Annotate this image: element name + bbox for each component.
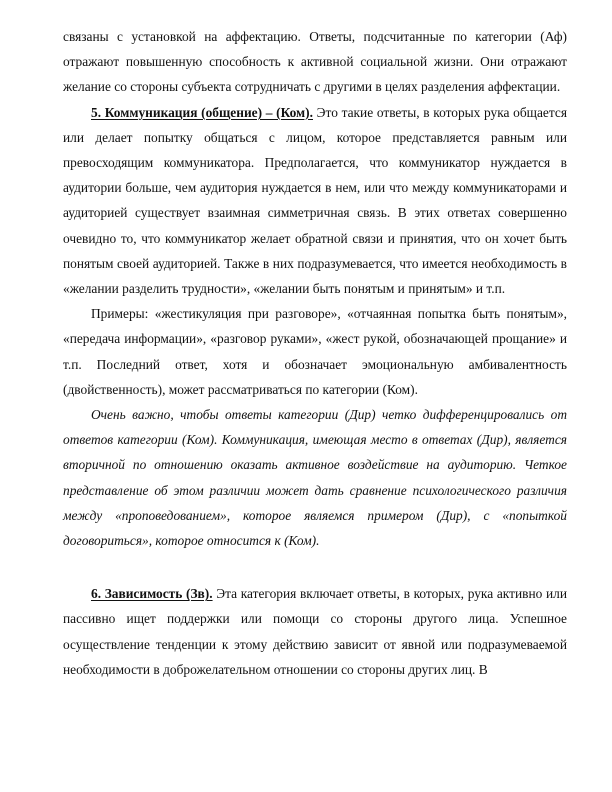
paragraph-examples: Примеры: «жестикуляция при разговоре», «отчаянная попытка быть понятым», «передача информации», «разговор руками», «жест рукой, обозначающей прощание» и т.п. Последний ответ, хотя и обозначает эмоциональную амбивалентность (двойственность), может рассматриваться по категории (Ком). xyxy=(63,306,567,397)
section-heading-dependence: 6. Зависимость (Зв). xyxy=(91,586,213,602)
paragraph-dependence xyxy=(63,581,567,682)
section-spacer xyxy=(63,553,567,581)
paragraph-dependence-text: Эта категория включает ответы, в которых, рука активно или пассивно ищет поддержки или помощи со стороны другого лица. Успешное осуществление тенденции к этому действию зависит от явной или подразумеваемой необходимости в доброжелательном отношении со стороны других лиц. В xyxy=(63,586,567,677)
section-heading-communication: 5. Коммуникация (общение) – (Ком). xyxy=(91,104,313,120)
paragraph-affectation: связаны с установкой на аффектацию. Ответы, подсчитанные по категории (Аф) отражают повышенную способность к активной социальной жизни. Они отражают желание со стороны субъекта сотрудничать с другими в целях разделения аффектации. xyxy=(63,29,567,95)
paragraph-communication xyxy=(63,100,567,302)
paragraph-italic-note: Очень важно, чтобы ответы категории (Дир) четко дифференцировались от ответов категории (Ком). Коммуникация, имеющая место в ответах (Дир), является вторичной по отношению оказать активное воздействие на аудиторию. Четкое представление об этом различии может дать сравнение психологического различия между «проповедованием», которое являемся примером (Дир), с «попыткой договориться», которое относится к (Ком). xyxy=(63,407,567,549)
document-page xyxy=(63,24,567,682)
paragraph-communication-text: Это такие ответы, в которых рука общается или делает попытку общаться с лицом, которое представляется равным или превосходящим коммуникатора. Предполагается, что коммуникатор нуждается в аудитории больше, чем аудитория нуждается в нем, или что между коммуникаторами и аудиторией существует взаимная симметричная связь. В этих ответах совершенно очевидно то, что коммуникатор желает обратной связи и принятия, что он хочет быть понятым своей аудиторией. Также в них подразумевается, что имеется необходимость в «желании разделить трудности», «желании быть понятым и принятым» и т.п. xyxy=(63,104,567,297)
